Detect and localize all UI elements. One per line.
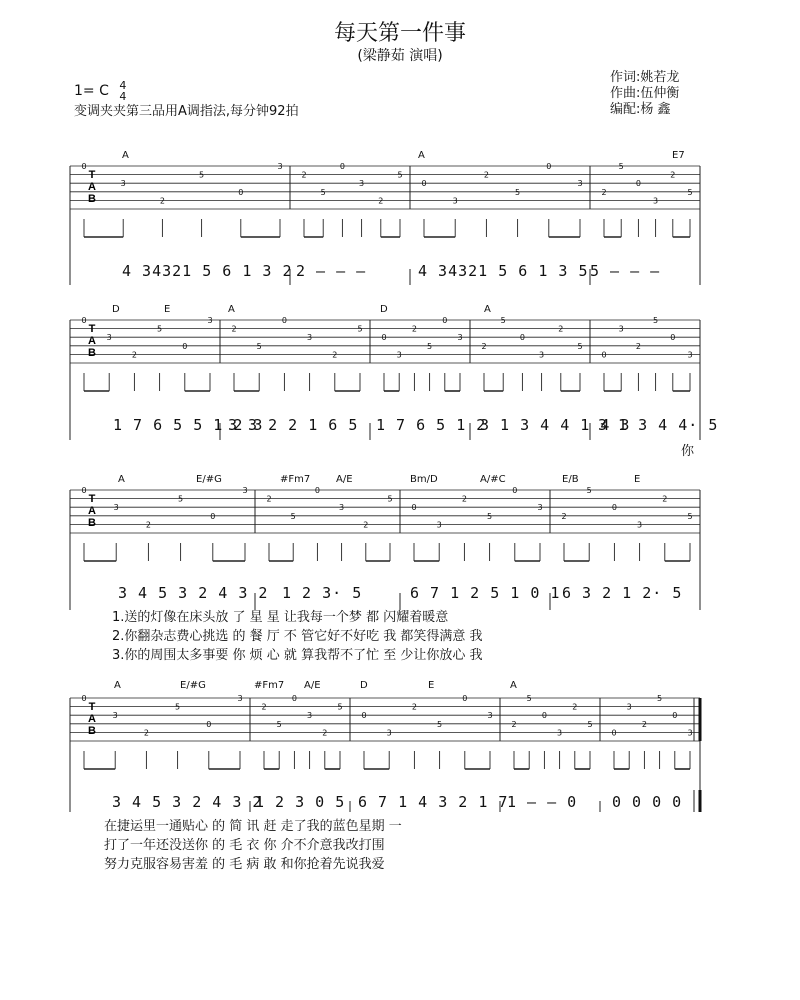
fret-number: 0 <box>672 711 678 721</box>
lyric-s3-v1: 1.送的灯像在床头放 了 星 星 让我每一个梦 都 闪耀着暖意 <box>112 610 449 625</box>
tab-label: A <box>88 335 96 347</box>
fret-number: 5 <box>387 494 393 504</box>
jianpu-s1-m2: 2 — — — <box>296 262 367 280</box>
fret-number: 5 <box>357 324 363 334</box>
fret-number: 2 <box>261 702 267 712</box>
fret-number: 0 <box>670 333 676 343</box>
fret-number: 0 <box>206 719 212 729</box>
fret-number: 3 <box>307 333 313 343</box>
chord-name: E <box>428 680 435 691</box>
fret-number: 0 <box>81 316 87 325</box>
fret-number: 2 <box>159 196 165 206</box>
fret-number: 5 <box>515 187 521 197</box>
fret-number: 0 <box>291 694 297 703</box>
fret-number: 2 <box>572 702 578 712</box>
lyric-s3-v3: 3.你的周围太多事要 你 烦 心 就 算我帮不了忙 至 少让你放心 我 <box>112 648 483 663</box>
fret-number: 0 <box>81 162 87 171</box>
fret-number: 0 <box>462 694 468 703</box>
fret-number: 3 <box>653 196 659 206</box>
fret-number: 5 <box>526 694 532 703</box>
jianpu-s3-m3: 6 7 1 2 5 1 0 1 <box>410 584 561 602</box>
tab-label: B <box>88 347 96 359</box>
fret-number: 3 <box>237 694 243 703</box>
fret-number: 5 <box>157 324 163 334</box>
fret-number: 2 <box>511 719 517 729</box>
fret-number: 3 <box>452 196 458 206</box>
fret-number: 5 <box>437 719 443 729</box>
fret-number: 0 <box>512 486 518 495</box>
tab-label: T <box>88 701 96 713</box>
fret-number: 5 <box>487 511 493 521</box>
tab-label: A <box>88 181 96 193</box>
fret-number: 5 <box>276 719 282 729</box>
fret-number: 0 <box>314 486 320 495</box>
chord-name: E <box>164 304 171 315</box>
fret-number: 5 <box>175 702 181 712</box>
chord-name: D <box>360 680 368 691</box>
fret-number: 3 <box>339 503 345 513</box>
fret-number: 5 <box>337 702 343 712</box>
key-label: 1= C <box>74 83 109 99</box>
jianpu-s2-m4: 3 1 3 4 4 1 4 3 <box>480 416 631 434</box>
fret-number: 2 <box>301 170 307 180</box>
jianpu-s2-m2: 3 3 2 2 1 6 5 <box>228 416 359 434</box>
chord-name: E/#G <box>196 474 222 485</box>
tab-label: B <box>88 517 96 529</box>
fret-number: 0 <box>210 511 216 521</box>
lyric-s4-v3: 努力克服容易害羞 的 毛 病 敢 和你抢着先说我爱 <box>104 857 385 872</box>
fret-number: 2 <box>231 324 237 334</box>
fret-number: 3 <box>120 179 126 189</box>
fret-number: 3 <box>396 350 402 360</box>
fret-number: 3 <box>626 702 632 712</box>
fret-number: 2 <box>363 520 369 530</box>
chord-name: A <box>484 304 491 315</box>
chord-name: D <box>380 304 388 315</box>
lyric-s3-v2: 2.你翻杂志费心挑选 的 餐 厅 不 管它好不好吃 我 都笑得满意 我 <box>112 629 483 644</box>
fret-number: 5 <box>500 316 506 325</box>
fret-number: 2 <box>131 350 137 360</box>
fret-number: 3 <box>557 728 563 738</box>
time-top: 4 <box>119 79 127 92</box>
jianpu-s3-m1: 3 4 5 3 2 4 3 2 <box>118 584 269 602</box>
chord-name: A/E <box>336 474 353 485</box>
pickup-lyric: 你 <box>681 444 695 459</box>
fret-number: 2 <box>332 350 338 360</box>
fret-number: 5 <box>320 187 326 197</box>
chord-name: E/B <box>562 474 579 485</box>
chord-name: #Fm7 <box>254 680 285 691</box>
fret-number: 5 <box>687 187 693 197</box>
jianpu-s3-m4: 6 3 2 1 2· 5 <box>562 584 683 602</box>
chord-name: E/#G <box>180 680 206 691</box>
fret-number: 5 <box>586 486 592 495</box>
fret-number: 5 <box>657 694 663 703</box>
jianpu-s3-m2: 1 2 3· 5 <box>282 584 363 602</box>
fret-number: 3 <box>637 520 643 530</box>
fret-number: 3 <box>537 503 543 513</box>
fret-number: 0 <box>81 486 87 495</box>
fret-number: 2 <box>635 341 641 351</box>
fret-number: 3 <box>277 162 283 171</box>
fret-number: 2 <box>641 719 647 729</box>
fret-number: 3 <box>359 179 365 189</box>
composer: 作曲:伍仲衡 <box>610 86 680 101</box>
chord-name: E <box>634 474 641 485</box>
chord-name: E7 <box>672 150 685 161</box>
tab-label: A <box>88 713 96 725</box>
jianpu-s1-m1: 4 34321 5 6 1 3 2 <box>122 262 293 280</box>
fret-number: 0 <box>238 187 244 197</box>
jianpu-s2-m5: 3 1 3 4 4· 5 <box>598 416 719 434</box>
fret-number: 3 <box>436 520 442 530</box>
fret-number: 0 <box>635 179 641 189</box>
tab-label: T <box>88 323 96 335</box>
fret-number: 2 <box>662 494 668 504</box>
fret-number: 0 <box>281 316 287 325</box>
chord-name: A/E <box>304 680 321 691</box>
fret-number: 2 <box>411 324 417 334</box>
fret-number: 0 <box>182 341 188 351</box>
fret-number: 0 <box>519 333 525 343</box>
fret-number: 3 <box>457 333 463 343</box>
arranger: 编配:杨 鑫 <box>610 102 671 117</box>
fret-number: 0 <box>601 350 607 360</box>
fret-number: 2 <box>411 702 417 712</box>
fret-number: 5 <box>199 170 205 180</box>
fret-number: 3 <box>307 711 313 721</box>
fret-number: 5 <box>587 719 593 729</box>
fret-number: 5 <box>256 341 262 351</box>
fret-number: 0 <box>442 316 448 325</box>
chord-name: A <box>118 474 125 485</box>
fret-number: 2 <box>601 187 607 197</box>
jianpu-s2-m3: 1 7 6 5 1 2 <box>376 416 487 434</box>
fret-number: 2 <box>145 520 151 530</box>
jianpu-s1-m3: 4 34321 5 6 1 3 5 <box>418 262 589 280</box>
chord-name: A <box>510 680 517 691</box>
tab-label: B <box>88 193 96 205</box>
fret-number: 3 <box>577 179 583 189</box>
fret-number: 0 <box>421 179 427 189</box>
fret-number: 3 <box>112 711 118 721</box>
fret-number: 0 <box>361 711 367 721</box>
fret-number: 3 <box>242 486 248 495</box>
lyricist: 作词:姚若龙 <box>610 70 680 85</box>
fret-number: 2 <box>266 494 272 504</box>
fret-number: 0 <box>611 728 617 738</box>
fret-number: 0 <box>546 162 552 171</box>
song-subtitle: (梁静茹 演唱) <box>357 48 443 64</box>
fret-number: 5 <box>397 170 403 180</box>
fret-number: 0 <box>611 503 617 513</box>
fret-number: 5 <box>577 341 583 351</box>
chord-name: A/#C <box>480 474 506 485</box>
fret-number: 2 <box>561 511 567 521</box>
fret-number: 5 <box>290 511 296 521</box>
fret-number: 2 <box>483 170 489 180</box>
fret-number: 3 <box>687 728 693 738</box>
fret-number: 3 <box>106 333 112 343</box>
chord-name: A <box>122 150 129 161</box>
fret-number: 5 <box>427 341 433 351</box>
jianpu-s4-m1: 3 4 5 3 2 4 3 2 <box>112 793 263 811</box>
fret-number: 0 <box>339 162 345 171</box>
tab-label: T <box>88 493 96 505</box>
lyric-s4-v2: 打了一年还没送你 的 毛 衣 你 介不介意我改打围 <box>104 838 385 853</box>
fret-number: 5 <box>653 316 659 325</box>
fret-number: 5 <box>618 162 624 171</box>
fret-number: 0 <box>541 711 547 721</box>
jianpu-s4-m3: 6 7 1 4 3 2 1 7 <box>358 793 509 811</box>
fret-number: 3 <box>687 350 693 360</box>
chord-name: #Fm7 <box>280 474 311 485</box>
fret-number: 2 <box>670 170 676 180</box>
jianpu-s4-m5: 0 0 0 0 <box>612 793 683 811</box>
fret-number: 3 <box>113 503 119 513</box>
chord-name: A <box>418 150 425 161</box>
fret-number: 2 <box>378 196 384 206</box>
fret-number: 0 <box>81 694 87 703</box>
fret-number: 0 <box>381 333 387 343</box>
jianpu-s2-m1: 1 7 6 5 5 1 2 3 <box>113 416 264 434</box>
fret-number: 3 <box>386 728 392 738</box>
jianpu-s1-m4: 5 — — — <box>590 262 661 280</box>
chord-name: A <box>228 304 235 315</box>
fret-number: 2 <box>481 341 487 351</box>
song-title: 每天第一件事 <box>333 21 466 46</box>
jianpu-s4-m4: 1 — — 0 <box>507 793 578 811</box>
lyric-s4-v1: 在捷运里一通贴心 的 简 讯 赶 走了我的蓝色星期 一 <box>104 819 402 834</box>
fret-number: 2 <box>322 728 328 738</box>
fret-number: 3 <box>487 711 493 721</box>
fret-number: 2 <box>558 324 564 334</box>
fret-number: 2 <box>461 494 467 504</box>
capo-note: 变调夹夹第三品用A调指法,每分钟92拍 <box>74 104 299 119</box>
chord-name: D <box>112 304 120 315</box>
chord-name: A <box>114 680 121 691</box>
jianpu-s4-m2: 1 2 3 0 5 <box>255 793 346 811</box>
fret-number: 5 <box>687 511 693 521</box>
fret-number: 2 <box>143 728 149 738</box>
tab-label: T <box>88 169 96 181</box>
tab-label: A <box>88 505 96 517</box>
time-bottom: 4 <box>119 90 127 103</box>
fret-number: 3 <box>207 316 213 325</box>
tab-label: B <box>88 725 96 737</box>
fret-number: 3 <box>539 350 545 360</box>
fret-number: 3 <box>618 324 624 334</box>
fret-number: 5 <box>178 494 184 504</box>
fret-number: 0 <box>411 503 417 513</box>
chord-name: Bm/D <box>410 474 438 485</box>
